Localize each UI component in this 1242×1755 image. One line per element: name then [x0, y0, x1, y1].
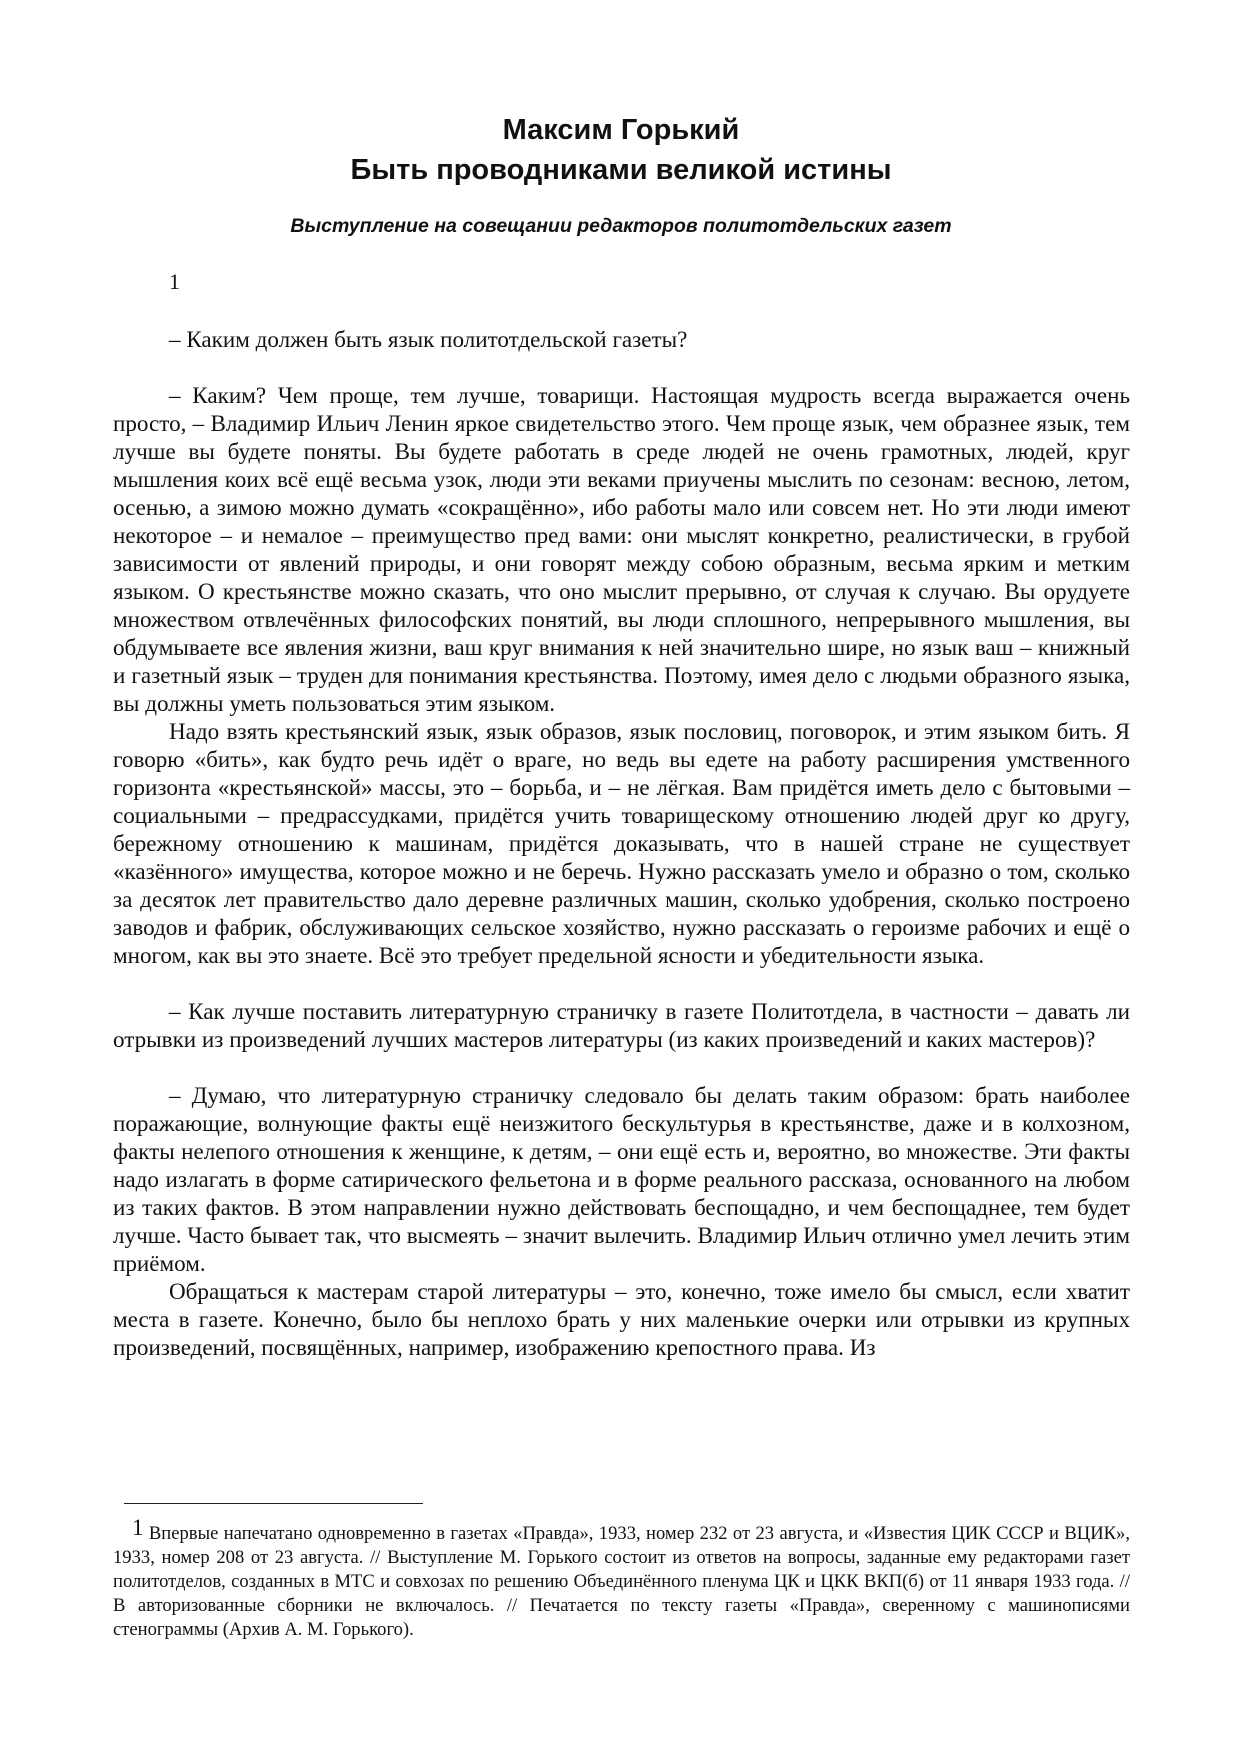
- question-paragraph: – Как лучше поставить литературную страничку в газете Политотдела, в частности – давать ли отрывки из произведений лучших мастеров литературы (из каких произведений и каких мастеров)?: [113, 998, 1130, 1052]
- answer-paragraph: Обращаться к мастерам старой литературы – это, конечно, тоже имело бы смысл, если хватит места в газете. Конечно, было бы неплохо брать у них маленькие очерки или отрывки из крупных произведений, посвящённых, например, изображению крепостного права. Из: [113, 1278, 1130, 1360]
- author-name: Максим Горький: [502, 114, 740, 146]
- footnote-text: Впервые напечатано одновременно в газетах «Правда», 1933, номер 232 от 23 августа, и «Известия ЦИК СССР и ВЦИК», 1933, номер 208 от 23 августа. // Выступление М. Горького состоит из ответов на вопросы, заданные ему редакторами газет политотделов, созданных в МТС и совхозах по решению Объединённого пленума ЦК и ЦКК ВКП(б) от 11 января 1933 года. // В авторизованные сборники не включалось. // Печатается по тексту газеты «Правда», сверенному с машинописями стенограммы (Архив А. М. Горького).: [113, 1523, 1130, 1640]
- answer-paragraph: – Каким? Чем проще, тем лучше, товарищи. Настоящая мудрость всегда выражается очень просто, – Владимир Ильич Ленин яркое свидетельство этого. Чем проще язык, чем образнее язык, тем лучше вы будете поняты. Вы будете работать в среде людей не очень грамотных, людей, круг мышления коих всё ещё весьма узок, люди эти веками приучены мыслить по сезонам: весною, летом, осенью, а зимою можно думать «сокращённо», ибо работы мало или совсем нет. Но эти люди имеют некоторое – и немалое – преимущество пред вами: они мыслят конкретно, реалистически, в грубой зависимости от явлений природы, и они говорят между собою образным, весьма ярким и метким языком. О крестьянстве можно сказать, что оно мыслит прерывно, от случая к случаю. Вы орудуете множеством отвлечённых философских понятий, вы люди сплошного, непрерывного мышления, вы обдумываете все явления жизни, ваш круг внимания к ней значительно шире, но язык ваш – книжный и газетный язык – труден для понимания крестьянства. Поэтому, имея дело с людьми образного языка, вы должны уметь пользоваться этим языком.: [113, 382, 1130, 716]
- answer-paragraph: Надо взять крестьянский язык, язык образов, язык пословиц, поговорок, и этим языком бить. Я говорю «бить», как будто речь идёт о враге, но ведь вы едете на работу расширения умственного горизонта «крестьянской» массы, это – борьба, и – не лёгкая. Вам придётся иметь дело с бытовыми – социальными – предрассудками, придётся учить товарищескому отношению людей друг ко другу, бережному отношению к машинам, придётся доказывать, что в нашей стране не существует «казённого» имущества, которое можно и не беречь. Нужно рассказать умело и образно о том, сколько за десяток лет правительство дало деревне различных машин, сколько удобрения, сколько построено заводов и фабрик, обслуживающих сельское хозяйство, нужно рассказать о героизме рабочих и ещё о многом, как вы это знаете. Всё это требует предельной ясности и убедительности языка.: [113, 718, 1130, 968]
- answer-paragraph: – Думаю, что литературную страничку следовало бы делать таким образом: брать наиболее поражающие, волнующие факты ещё неизжитого бескультурья в крестьянстве, даже и в колхозном, факты нелепого отношения к женщине, к детям, – они ещё есть и, вероятно, во множестве. Эти факты надо излагать в форме сатирического фельетона и в форме реального рассказа, основанного на любом из таких фактов. В этом направлении нужно действовать беспощадно, и чем беспощаднее, тем будет лучше. Часто бывает так, что высмеять – значит вылечить. Владимир Ильич отлично умел лечить этим приёмом.: [113, 1082, 1130, 1276]
- footnote-number: 1: [132, 1515, 144, 1540]
- footnote: [113, 1515, 1130, 1642]
- footnote-divider: [124, 1503, 423, 1504]
- question-paragraph: – Каким должен быть язык политотдельской газеты?: [169, 326, 688, 352]
- main-text: [113, 325, 1130, 1361]
- document-subtitle: Выступление на совещании редакторов политотдельских газет: [290, 215, 952, 237]
- footnote-reference: 1: [169, 269, 180, 294]
- document-title: Быть проводниками великой истины: [350, 154, 892, 186]
